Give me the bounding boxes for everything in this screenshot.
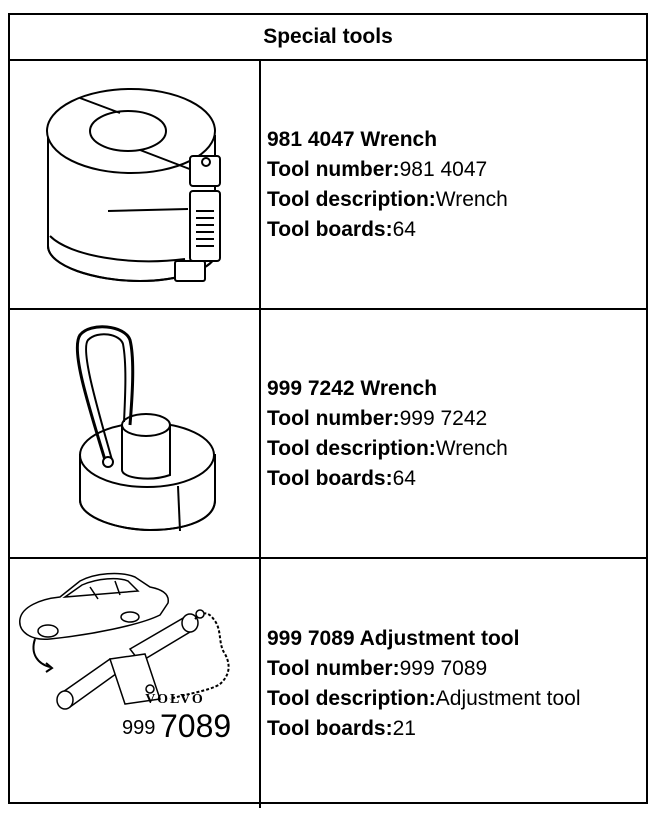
table-header [10,15,646,61]
tool-info [267,559,646,808]
tool-row-999-7089 [10,559,646,808]
tool-title: 999 7089 Adjustment tool [267,626,520,650]
table-title: Special tools [263,25,393,48]
tool-number-label: Tool number: [267,656,400,680]
tool-row-981-4047 [10,61,646,310]
tool-image-cell [10,61,261,308]
tool-description-label: Tool description: [267,686,436,710]
tool-number-value: 981 4047 [399,157,488,181]
tool-number-label: Tool number: [267,406,400,430]
split-collar-wrench-icon [10,61,259,308]
tool-info [267,310,646,557]
tool-row-999-7242 [10,310,646,559]
tool-boards-label: Tool boards: [267,217,393,241]
tool-image-cell [10,559,261,808]
image-code-prefix: 999 [122,717,156,739]
adjustment-tool-with-car-icon [10,559,259,804]
tool-boards-label: Tool boards: [267,466,393,490]
tool-boards-value: 21 [392,716,416,740]
tool-description-label: Tool description: [267,187,436,211]
tool-boards-label: Tool boards: [267,716,393,740]
tool-title: 981 4047 Wrench [267,127,438,151]
tool-number-label: Tool number: [267,157,400,181]
tool-info [267,61,646,308]
tool-description-value: Wrench [435,436,508,460]
special-tools-table [8,13,648,804]
tool-description-value: Wrench [435,187,508,211]
tool-image-cell [10,310,261,557]
tool-description-label: Tool description: [267,436,436,460]
brand-wordmark: VOLVO [145,692,205,707]
round-wrench-with-handle-icon [10,310,259,557]
tool-boards-value: 64 [392,217,416,241]
image-code-suffix: 7089 [160,708,232,744]
tool-title: 999 7242 Wrench [267,376,438,400]
tool-number-value: 999 7242 [399,406,488,430]
tool-number-value: 999 7089 [399,656,488,680]
tool-description-value: Adjustment tool [435,686,581,710]
tool-boards-value: 64 [392,466,416,490]
